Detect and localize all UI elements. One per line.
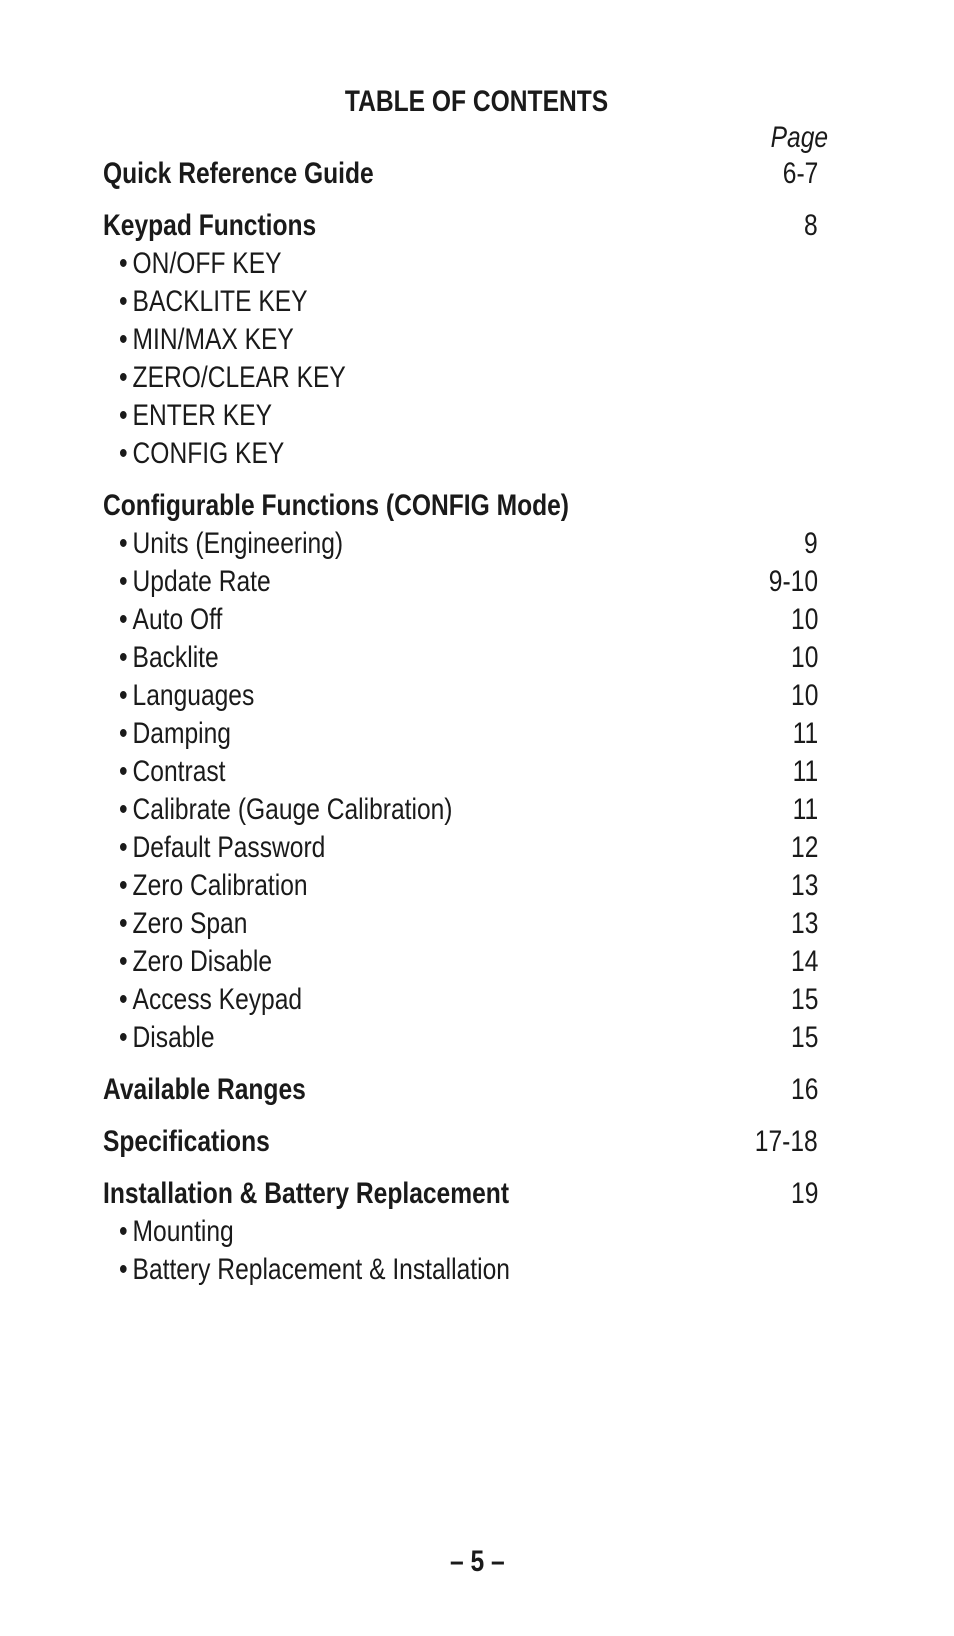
toc-entry-text (119, 981, 302, 1019)
toc-entry-row (103, 525, 818, 563)
toc-entry-page (785, 1019, 818, 1057)
toc-entry-page (785, 601, 818, 639)
toc-entry-page-text: 11 (792, 755, 818, 788)
toc-entry-text (119, 321, 294, 359)
toc-entry-row (103, 601, 818, 639)
toc-entry-title: Zero Disable (132, 945, 273, 978)
toc-entry-page (785, 867, 818, 905)
bullet-icon: • (119, 831, 128, 864)
bullet-icon: • (119, 437, 128, 470)
toc-section (103, 1175, 818, 1289)
toc-entry-label (119, 563, 304, 601)
toc-entry-title: Contrast (132, 755, 226, 788)
toc-entry-text (119, 397, 272, 435)
toc-entry-title: ZERO/CLEAR KEY (132, 361, 346, 394)
toc-entry-title: ENTER KEY (132, 399, 272, 432)
bullet-icon: • (119, 1021, 128, 1054)
toc-section (103, 207, 818, 473)
toc-entry-row (103, 829, 818, 867)
toc-entry-page (787, 753, 818, 791)
toc-entry-row (103, 1019, 818, 1057)
toc-entry-label (119, 981, 342, 1019)
toc-entry-label (119, 829, 371, 867)
toc-entry-page-text: 15 (790, 983, 818, 1016)
toc-entry-text (119, 1213, 234, 1251)
toc-entry-label (119, 397, 306, 435)
toc-entry-page (785, 943, 818, 981)
toc-heading-text: Quick Reference Guide (103, 157, 374, 190)
toc-entry-page-text: 15 (790, 1021, 818, 1054)
toc-entry-label (119, 677, 284, 715)
bullet-icon: • (119, 399, 128, 432)
page-column-label-text: Page (770, 121, 828, 154)
toc-entry-page-text: 11 (792, 717, 818, 750)
toc-entry-title: Mounting (132, 1215, 234, 1248)
toc-entry-label (119, 1213, 259, 1251)
bullet-icon: • (119, 323, 128, 356)
toc-entry-page-text: 10 (790, 679, 818, 712)
toc-heading-row (103, 1175, 818, 1213)
toc-entry-page-text: 9-10 (768, 565, 818, 598)
toc-entry-row (103, 245, 818, 283)
toc-entry-label (119, 601, 245, 639)
toc-heading-page (741, 1123, 818, 1161)
toc-entry-title: Backlite (132, 641, 219, 674)
toc-entry-text (119, 245, 282, 283)
toc-heading-page-text: 16 (790, 1073, 818, 1106)
toc-entry-page (785, 639, 818, 677)
toc-section (103, 155, 818, 193)
toc-entry-title: ON/OFF KEY (132, 247, 282, 280)
toc-section (103, 487, 818, 1057)
toc-entry-label (119, 867, 349, 905)
bullet-icon: • (119, 527, 128, 560)
toc-entry-text (119, 359, 346, 397)
bullet-icon: • (119, 361, 128, 394)
toc-heading-page (785, 1175, 818, 1213)
toc-heading-text: Configurable Functions (CONFIG Mode) (103, 489, 570, 522)
toc-heading-text: Installation & Battery Replacement (103, 1177, 510, 1210)
toc-entry-page (787, 715, 818, 753)
toc-entry-title: CONFIG KEY (132, 437, 285, 470)
toc-entry-row (103, 1251, 818, 1289)
toc-entry-row (103, 321, 818, 359)
toc-entry-page (785, 677, 818, 715)
toc-entry-page-text: 14 (790, 945, 818, 978)
bullet-icon: • (119, 983, 128, 1016)
toc-entry-page-text: 9 (804, 527, 818, 560)
toc-heading-page-text: 19 (790, 1177, 818, 1210)
toc-entry-row (103, 397, 818, 435)
toc-entry-title: Languages (132, 679, 255, 712)
bullet-icon: • (119, 755, 128, 788)
toc-entry-row (103, 981, 818, 1019)
toc-entry-label (119, 245, 317, 283)
toc-heading-text: Available Ranges (103, 1073, 306, 1106)
toc-entry-title: Default Password (132, 831, 326, 864)
toc-entry-page (758, 563, 818, 601)
toc-heading-label (103, 207, 363, 245)
toc-heading-text: Keypad Functions (103, 209, 317, 242)
toc-heading-row (103, 487, 818, 525)
toc-heading-label (103, 1175, 598, 1213)
toc-entry-label (119, 1251, 596, 1289)
toc-entry-title: Battery Replacement & Installation (132, 1253, 510, 1286)
toc-entry-text (119, 563, 271, 601)
page-title-text: TABLE OF CONTENTS (345, 85, 609, 118)
toc-entry-page-text: 13 (790, 907, 818, 940)
bullet-icon: • (119, 1253, 128, 1286)
toc-entry-text (119, 905, 247, 943)
bullet-icon: • (119, 793, 128, 826)
toc-entry-text (119, 639, 219, 677)
toc-entry-row (103, 791, 818, 829)
toc-entry-page (785, 829, 818, 867)
toc-entry-label (119, 791, 526, 829)
toc-section (103, 1123, 818, 1161)
bullet-icon: • (119, 285, 128, 318)
toc-heading-page-text: 17-18 (755, 1125, 818, 1158)
toc-entry-text (119, 791, 453, 829)
table-of-contents (103, 155, 818, 1303)
toc-entry-row (103, 943, 818, 981)
toc-heading-page-text: 6-7 (782, 157, 818, 190)
toc-entry-text (119, 715, 231, 753)
bullet-icon: • (119, 247, 128, 280)
toc-entry-page-text: 10 (790, 603, 818, 636)
toc-entry-label (119, 715, 256, 753)
toc-heading-label (103, 1123, 306, 1161)
toc-entry-label (119, 321, 332, 359)
toc-entry-text (119, 525, 343, 563)
toc-entry-label (119, 943, 306, 981)
toc-entry-row (103, 435, 818, 473)
page-column-label (758, 121, 828, 155)
toc-entry-row (103, 753, 818, 791)
toc-heading-text: Specifications (103, 1125, 270, 1158)
toc-entry-label (119, 905, 276, 943)
toc-entry-title: Zero Calibration (132, 869, 308, 902)
toc-entry-title: Auto Off (132, 603, 223, 636)
page-number (0, 1544, 954, 1580)
toc-entry-label (119, 435, 321, 473)
toc-entry-text (119, 435, 284, 473)
bullet-icon: • (119, 565, 128, 598)
toc-heading-row (103, 207, 818, 245)
toc-entry-row (103, 359, 818, 397)
toc-entry-text (119, 677, 254, 715)
toc-entry-text (119, 1019, 215, 1057)
toc-entry-row (103, 715, 818, 753)
toc-entry-label (119, 1019, 236, 1057)
toc-entry-page-text: 12 (790, 831, 818, 864)
toc-entry-label (119, 359, 396, 397)
bullet-icon: • (119, 717, 128, 750)
toc-heading-row (103, 1071, 818, 1109)
toc-entry-page (785, 981, 818, 1019)
toc-entry-text (119, 753, 226, 791)
toc-entry-title: Damping (132, 717, 231, 750)
toc-entry-text (119, 829, 325, 867)
bullet-icon: • (119, 1215, 128, 1248)
page-number-text: – 5 – (449, 1545, 505, 1578)
toc-entry-label (119, 639, 241, 677)
toc-entry-text (119, 867, 308, 905)
toc-entry-title: Calibrate (Gauge Calibration) (132, 793, 453, 826)
toc-entry-text (119, 1251, 510, 1289)
toc-entry-text (119, 283, 308, 321)
toc-section (103, 1071, 818, 1109)
toc-entry-text (119, 943, 272, 981)
toc-entry-row (103, 639, 818, 677)
toc-entry-row (103, 1213, 818, 1251)
toc-entry-page (787, 791, 818, 829)
toc-heading-label (103, 1071, 350, 1109)
toc-heading-page (775, 155, 818, 193)
toc-entry-title: Disable (132, 1021, 215, 1054)
toc-entry-row (103, 867, 818, 905)
toc-entry-title: BACKLITE KEY (132, 285, 308, 318)
toc-entry-label (119, 283, 349, 321)
toc-entry-text (119, 601, 222, 639)
toc-entry-title: Update Rate (132, 565, 271, 598)
toc-heading-page (801, 207, 818, 245)
toc-heading-row (103, 155, 818, 193)
toc-entry-page (801, 525, 818, 563)
toc-entry-row (103, 677, 818, 715)
toc-entry-row (103, 283, 818, 321)
bullet-icon: • (119, 945, 128, 978)
toc-heading-label (103, 487, 671, 525)
toc-heading-label (103, 155, 433, 193)
toc-entry-row (103, 563, 818, 601)
toc-heading-row (103, 1123, 818, 1161)
bullet-icon: • (119, 907, 128, 940)
toc-entry-title: Access Keypad (132, 983, 303, 1016)
toc-entry-label (119, 753, 249, 791)
toc-entry-title: Units (Engineering) (132, 527, 344, 560)
toc-entry-title: MIN/MAX KEY (132, 323, 294, 356)
toc-entry-page-text: 10 (790, 641, 818, 674)
toc-entry-page-text: 11 (792, 793, 818, 826)
toc-entry-title: Zero Span (132, 907, 248, 940)
page-title (0, 84, 954, 120)
toc-entry-page-text: 13 (790, 869, 818, 902)
bullet-icon: • (119, 679, 128, 712)
bullet-icon: • (119, 641, 128, 674)
bullet-icon: • (119, 869, 128, 902)
toc-heading-page (785, 1071, 818, 1109)
toc-heading-page-text: 8 (804, 209, 818, 242)
bullet-icon: • (119, 603, 128, 636)
toc-entry-row (103, 905, 818, 943)
toc-entry-page (785, 905, 818, 943)
toc-entry-label (119, 525, 392, 563)
